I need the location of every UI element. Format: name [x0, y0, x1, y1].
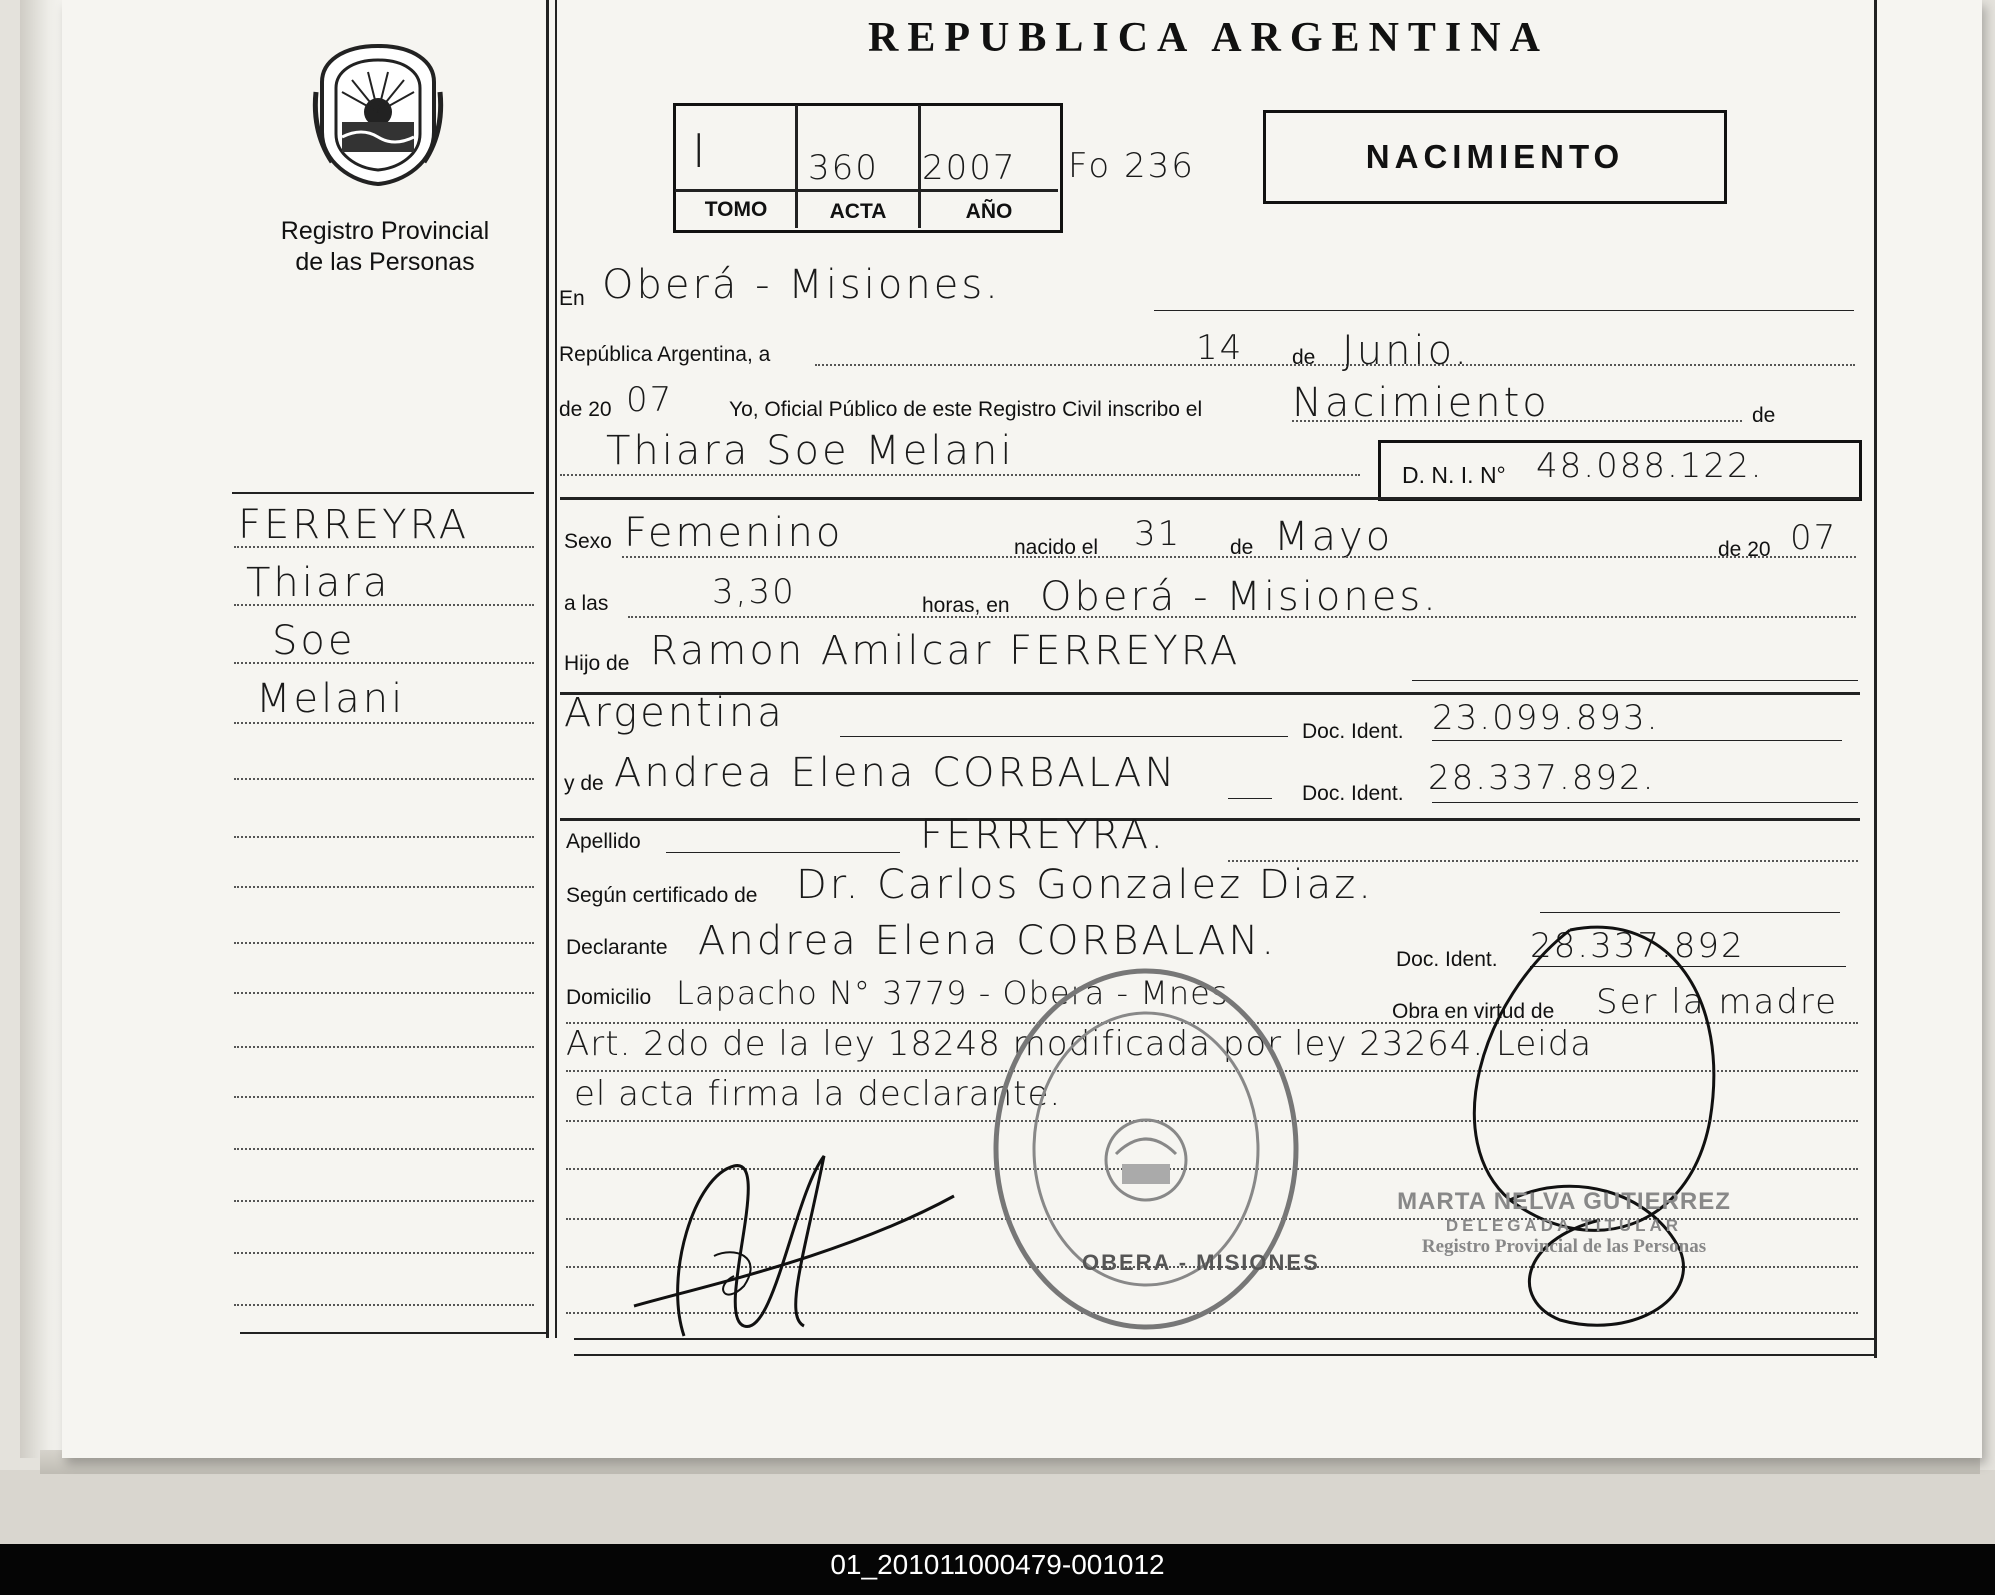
de20-label-2: de 20 — [1718, 538, 1771, 561]
registrar-office: Registro Provincial de las Personas — [1421, 1236, 1707, 1257]
margin-name-1: Thiara — [246, 560, 391, 606]
margin-line — [234, 1148, 534, 1150]
center-divider — [546, 0, 549, 1338]
nationality-value: Argentina — [564, 690, 785, 736]
margin-bottom-rule — [240, 1332, 546, 1334]
de20-label: de 20 — [559, 398, 612, 421]
form-line — [560, 474, 1360, 476]
issuer-line1: Registro Provincial — [280, 217, 490, 245]
domicilio-label: Domicilio — [566, 986, 652, 1009]
mother-doc-value: 28.337.892. — [1428, 758, 1656, 798]
tomo-value: I — [692, 124, 709, 178]
place-value: Oberá - Misiones. — [602, 262, 1001, 308]
margin-line — [234, 1200, 534, 1202]
margin-line — [234, 1046, 534, 1048]
folio-value: Fo 236 — [1068, 146, 1195, 186]
form-line — [622, 556, 1856, 558]
mother-value: Andrea Elena CORBALAN — [614, 750, 1178, 796]
father-doc-value: 23.099.893. — [1432, 698, 1660, 738]
rule — [1432, 802, 1858, 803]
segun-label: Según certificado de — [566, 884, 758, 907]
oficial-label: Yo, Oficial Público de este Registro Civil inscribo el — [729, 398, 1203, 421]
birth-year-value: 07 — [1790, 518, 1838, 558]
country-title: REPUBLICA ARGENTINA — [868, 15, 1549, 61]
form-line — [1292, 420, 1742, 422]
child-name: Thiara Soe Melani — [606, 428, 1015, 474]
margin-line — [234, 836, 534, 838]
official-seal-icon — [988, 964, 1304, 1334]
declarante-doc-label: Doc. Ident. — [1396, 948, 1498, 971]
de-label-2: de — [1752, 404, 1776, 427]
de-label-3: de — [1230, 536, 1254, 559]
official-signature — [1450, 920, 1730, 1380]
de-label: de — [1292, 346, 1316, 369]
yde-label: y de — [564, 772, 604, 795]
anio-label: AÑO — [965, 200, 1013, 223]
issuer-line2: de las Personas — [295, 248, 475, 276]
day-value: 14 — [1196, 328, 1244, 368]
apellido-label: Apellido — [566, 830, 641, 853]
registrar-stamp — [1384, 1188, 1744, 1258]
birth-place-value: Oberá - Misiones. — [1040, 574, 1439, 620]
sexo-label: Sexo — [564, 530, 612, 553]
obra-value: Ser la madre — [1596, 982, 1839, 1022]
birth-day-value: 31 — [1134, 514, 1182, 554]
seal-center-text: OBERA - MISIONES — [1082, 1250, 1320, 1275]
mother-doc-label: Doc. Ident. — [1302, 782, 1404, 805]
declarante-doc-value: 28.337.892 — [1530, 926, 1745, 966]
record-type-box: NACIMIENTO — [1263, 110, 1727, 204]
rule — [840, 736, 1288, 737]
act-value: Nacimiento — [1292, 380, 1550, 426]
year-value: 07 — [626, 380, 674, 420]
apellido-value: FERREYRA. — [920, 812, 1167, 858]
domicilio-value: Lapacho N° 3779 - Oberá - Mnes. — [676, 974, 1240, 1012]
form-line — [815, 364, 1855, 366]
dni-value: 48.088.122. — [1536, 446, 1764, 486]
provincial-emblem-icon — [312, 42, 444, 187]
registry-box-divider — [675, 189, 1058, 192]
note-line-2: el acta firma la declarante. — [574, 1074, 1062, 1114]
margin-line — [234, 992, 534, 994]
horas-label: horas, en — [922, 594, 1010, 617]
registrar-title: DELEGADA TITULAR — [1445, 1216, 1683, 1235]
margin-line — [234, 886, 534, 888]
rule — [1228, 798, 1272, 799]
acta-label: ACTA — [829, 200, 887, 223]
declarante-value: Andrea Elena CORBALAN. — [698, 918, 1278, 964]
birth-month-value: Mayo — [1274, 514, 1394, 560]
margin-line — [234, 942, 534, 944]
obra-label: Obra en virtud de — [1392, 1000, 1555, 1023]
nacido-label: nacido el — [1014, 536, 1099, 559]
section-rule — [560, 818, 1860, 821]
margin-line — [234, 778, 534, 780]
rule — [1412, 680, 1858, 681]
declarant-signature — [624, 1136, 964, 1356]
right-border — [1874, 0, 1877, 1358]
margin-line — [234, 1096, 534, 1098]
margin-name-3: Melani — [256, 676, 406, 722]
father-value: Ramon Amilcar FERREYRA — [650, 628, 1241, 674]
margin-line — [234, 1304, 534, 1306]
margin-surname: FERREYRA — [238, 502, 470, 548]
acta-value: 360 — [808, 148, 879, 188]
rule — [1540, 912, 1840, 913]
margin-top-rule — [232, 492, 534, 494]
form-line — [628, 616, 1856, 618]
rule — [666, 852, 900, 853]
declarante-label: Declarante — [566, 936, 668, 959]
rule — [1432, 740, 1842, 741]
en-label: En — [559, 287, 585, 310]
hijo-label: Hijo de — [564, 652, 630, 675]
anio-value: 2007 — [922, 148, 1017, 188]
hour-value: 3,30 — [712, 572, 796, 612]
section-rule — [560, 497, 1860, 500]
registrar-name: MARTA NELVA GUTIERREZ — [1397, 1188, 1731, 1215]
book-spine-edge — [20, 0, 68, 1458]
margin-line — [234, 1252, 534, 1254]
alas-label: a las — [564, 592, 609, 615]
tomo-label: TOMO — [704, 198, 768, 221]
sexo-value: Femenino — [624, 510, 844, 556]
issuer-name — [230, 216, 540, 278]
father-doc-label: Doc. Ident. — [1302, 720, 1404, 743]
margin-name-2: Soe — [272, 618, 356, 664]
month-value: Junio. — [1342, 328, 1471, 374]
doctor-value: Dr. Carlos Gonzalez Diaz. — [796, 862, 1374, 908]
image-caption: 01_201011000479-001012 — [830, 1549, 1165, 1580]
republica-label: República Argentina, a — [559, 343, 771, 366]
note-line-1: Art. 2do de la ley 18248 modificada por ley 23264. Leida — [566, 1024, 1593, 1064]
dni-label: D. N. I. N° — [1402, 462, 1506, 488]
margin-line — [234, 722, 534, 724]
rule — [1154, 310, 1854, 311]
center-divider-inner — [555, 0, 557, 1338]
